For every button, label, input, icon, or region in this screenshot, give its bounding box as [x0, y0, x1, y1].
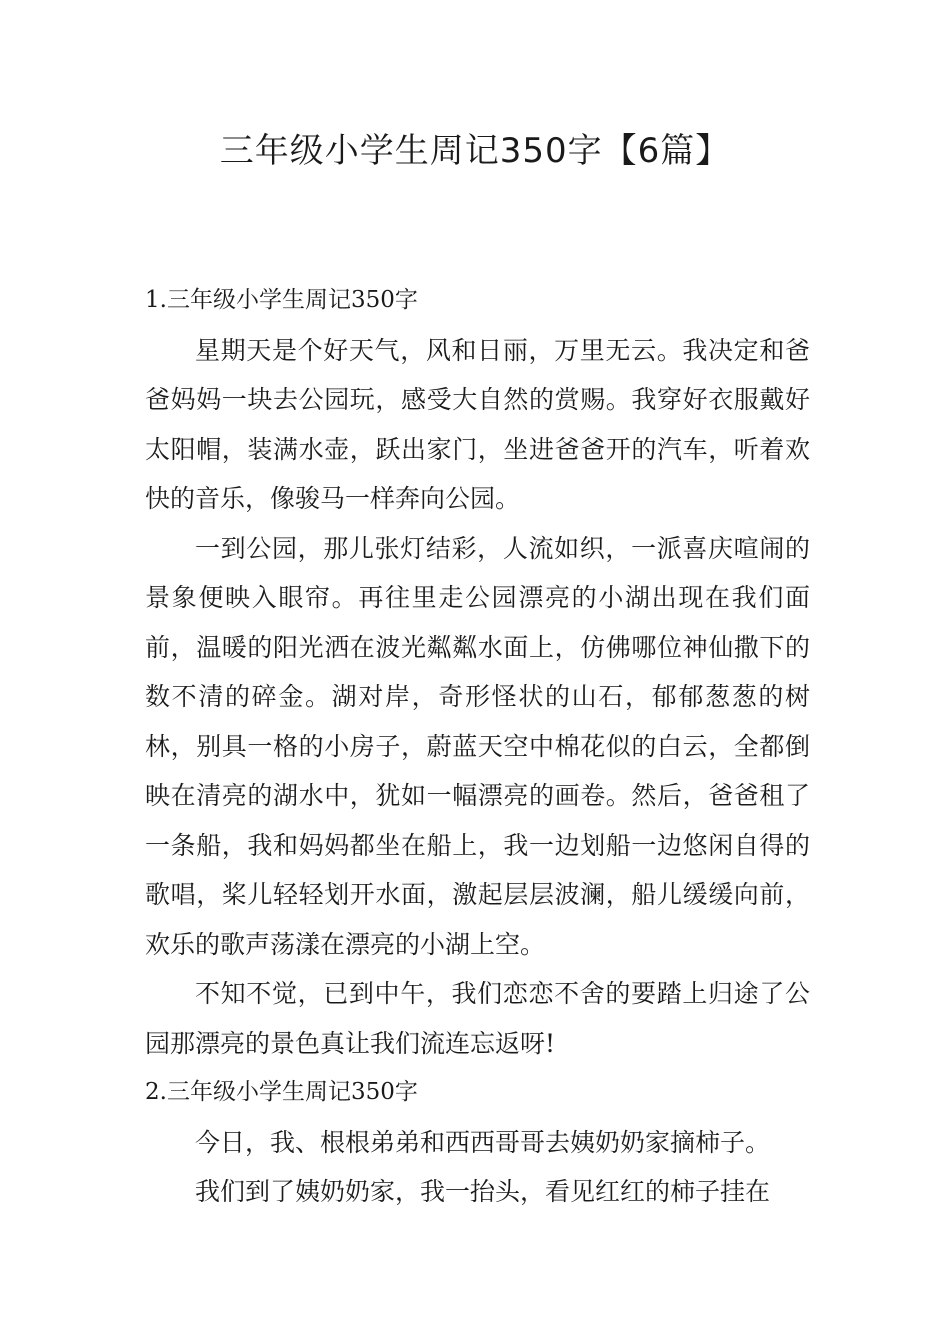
paragraph: 一到公园，那儿张灯结彩，人流如织，一派喜庆喧闹的景象便映入眼帘。再往里走公园漂亮的小湖出现在我们面前，温暖的阳光洒在波光粼粼水面上，仿佛哪位神仙撒下的数不清的碎金。湖对岸，奇形怪状的山石，郁郁葱葱的树林，别具一格的小房子，蔚蓝天空中棉花似的白云，全都倒映在清亮的湖水中，犹如一幅漂亮的画卷。然后，爸爸租了一条船，我和妈妈都坐在船上，我一边划船一边悠闲自得的歌唱，桨儿轻轻划开水面，激起层层波澜，船儿缓缓向前，欢乐的歌声荡漾在漂亮的小湖上空。	[145, 533, 810, 959]
section-heading-1: 1.三年级小学生周记350字	[145, 287, 418, 313]
section-heading-2: 2.三年级小学生周记350字	[145, 1079, 418, 1105]
paragraph: 不知不觉，已到中午，我们恋恋不舍的要踏上归途了公园那漂亮的景色真让我们流连忘返呀!	[145, 979, 810, 1058]
paragraph: 星期天是个好天气，风和日丽，万里无云。我决定和爸爸妈妈一块去公园玩，感受大自然的赏赐。我穿好衣服戴好太阳帽，装满水壶，跃出家门，坐进爸爸开的汽车，听着欢快的音乐，像骏马一样奔向公园。	[145, 335, 810, 513]
document-title: 三年级小学生周记350字【6篇】	[219, 131, 731, 171]
paragraph: 今日，我、根根弟弟和西西哥哥去姨奶奶家摘柿子。	[195, 1127, 771, 1157]
paragraph: 我们到了姨奶奶家，我一抬头，看见红红的柿子挂在	[195, 1177, 771, 1206]
document-body	[145, 276, 810, 1217]
